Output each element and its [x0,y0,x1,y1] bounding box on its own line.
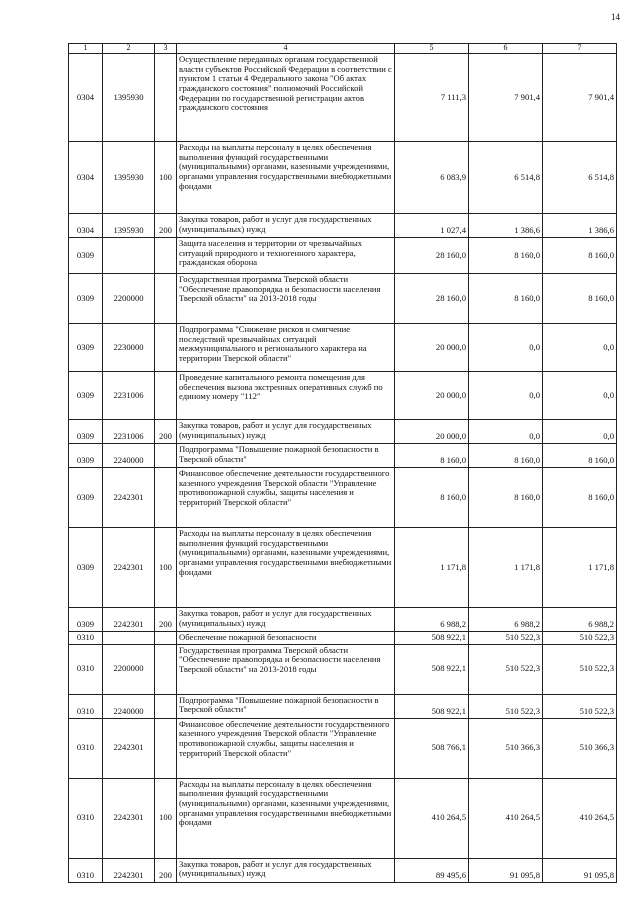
section-code: 0304 [69,142,103,214]
section-code: 0304 [69,214,103,238]
article-code: 1395930 [103,214,155,238]
section-code: 0309 [69,274,103,324]
header-cell: 5 [395,44,469,54]
amount-col6: 0,0 [469,324,543,372]
table-row [69,778,617,858]
table-row [69,608,617,632]
amount-col5: 20 000,0 [395,324,469,372]
amount-col7: 91 095,8 [543,858,617,882]
amount-col7: 510 366,3 [543,718,617,778]
item-name: Закупка товаров, работ и услуг для государственных (муниципальных) нужд [177,420,395,444]
section-code: 0309 [69,528,103,608]
amount-col7: 1 386,6 [543,214,617,238]
amount-col5: 508 766,1 [395,718,469,778]
article-code: 2242301 [103,778,155,858]
expense-type [155,444,177,468]
amount-col6: 510 522,3 [469,632,543,645]
amount-col5: 1 171,8 [395,528,469,608]
table-row [69,858,617,882]
amount-col7: 8 160,0 [543,468,617,528]
amount-col5: 7 111,3 [395,54,469,142]
amount-col7: 8 160,0 [543,238,617,274]
amount-col6: 1 386,6 [469,214,543,238]
article-code: 2230000 [103,324,155,372]
amount-col7: 8 160,0 [543,274,617,324]
item-name: Осуществление переданных органам государственной власти субъектов Российской Федерации в соответствии с пунктом 1 статьи 4 Федерального закона "Об актах гражданского состояния" полномочий Российской Федерации по государственной регистрации актов гражданского состояния [177,54,395,142]
amount-col7: 0,0 [543,324,617,372]
section-code: 0309 [69,608,103,632]
item-name: Финансовое обеспечение деятельности государственного казенного учреждения Тверской области "Управление противопожарной службы, защиты населения и территорий Тверской области" [177,468,395,528]
expense-type: 200 [155,420,177,444]
section-code: 0309 [69,238,103,274]
item-name: Закупка товаров, работ и услуг для государственных (муниципальных) нужд [177,608,395,632]
amount-col5: 28 160,0 [395,238,469,274]
table-row [69,142,617,214]
article-code: 2240000 [103,694,155,718]
article-code: 2231006 [103,420,155,444]
amount-col6: 510 522,3 [469,694,543,718]
expense-type [155,718,177,778]
amount-col6: 0,0 [469,420,543,444]
item-name: Финансовое обеспечение деятельности государственного казенного учреждения Тверской области "Управление противопожарной службы, защиты населения и территорий Тверской области" [177,718,395,778]
article-code: 2240000 [103,444,155,468]
page-number: 14 [611,12,620,22]
article-code: 2242301 [103,468,155,528]
item-name: Расходы на выплаты персоналу в целях обеспечения выполнения функций государственными (муниципальными) органами, казенными учреждениями, органами управления государственными внебюджетными фондами [177,142,395,214]
item-name: Подпрограмма "Повышение пожарной безопасности в Тверской области" [177,444,395,468]
header-cell: 1 [69,44,103,54]
amount-col6: 8 160,0 [469,444,543,468]
article-code [103,238,155,274]
table-row [69,468,617,528]
table-row [69,644,617,694]
expense-type [155,274,177,324]
amount-col6: 1 171,8 [469,528,543,608]
amount-col6: 7 901,4 [469,54,543,142]
amount-col7: 6 514,8 [543,142,617,214]
item-name: Проведение капитального ремонта помещения для обеспечения вызова экстренных оперативных служб по единому номеру "112" [177,372,395,420]
header-cell: 3 [155,44,177,54]
article-code: 2242301 [103,858,155,882]
amount-col7: 0,0 [543,420,617,444]
header-cell: 4 [177,44,395,54]
article-code: 1395930 [103,142,155,214]
amount-col7: 8 160,0 [543,444,617,468]
section-code: 0309 [69,324,103,372]
expense-type: 200 [155,608,177,632]
table-row [69,274,617,324]
amount-col6: 410 264,5 [469,778,543,858]
amount-col6: 0,0 [469,372,543,420]
article-code: 2242301 [103,718,155,778]
section-code: 0310 [69,858,103,882]
header-cell: 2 [103,44,155,54]
expense-type: 100 [155,142,177,214]
amount-col7: 7 901,4 [543,54,617,142]
article-code: 2242301 [103,608,155,632]
amount-col6: 8 160,0 [469,274,543,324]
section-code: 0310 [69,632,103,645]
item-name: Государственная программа Тверской области "Обеспечение правопорядка и безопасности населения Тверской области" на 2013-2018 годы [177,274,395,324]
table-row [69,632,617,645]
header-cell: 6 [469,44,543,54]
header-cell: 7 [543,44,617,54]
table-row [69,54,617,142]
expense-type [155,468,177,528]
amount-col7: 410 264,5 [543,778,617,858]
amount-col6: 6 514,8 [469,142,543,214]
table-row [69,444,617,468]
amount-col6: 510 366,3 [469,718,543,778]
section-code: 0310 [69,694,103,718]
table-row [69,214,617,238]
amount-col5: 8 160,0 [395,468,469,528]
expense-type [155,644,177,694]
amount-col7: 1 171,8 [543,528,617,608]
table-row [69,420,617,444]
section-code: 0310 [69,644,103,694]
expense-type: 100 [155,528,177,608]
amount-col5: 1 027,4 [395,214,469,238]
amount-col5: 6 083,9 [395,142,469,214]
amount-col6: 8 160,0 [469,238,543,274]
item-name: Обеспечение пожарной безопасности [177,632,395,645]
amount-col6: 8 160,0 [469,468,543,528]
article-code: 2200000 [103,644,155,694]
amount-col7: 510 522,3 [543,694,617,718]
section-code: 0304 [69,54,103,142]
item-name: Закупка товаров, работ и услуг для государственных (муниципальных) нужд [177,858,395,882]
amount-col5: 28 160,0 [395,274,469,324]
amount-col7: 6 988,2 [543,608,617,632]
amount-col7: 0,0 [543,372,617,420]
amount-col6: 510 522,3 [469,644,543,694]
table-row [69,694,617,718]
expense-type [155,632,177,645]
table-row [69,372,617,420]
expense-type [155,694,177,718]
section-code: 0309 [69,468,103,528]
table-row [69,238,617,274]
amount-col5: 508 922,1 [395,644,469,694]
item-name: Расходы на выплаты персоналу в целях обеспечения выполнения функций государственными (муниципальными) органами, казенными учреждениями, органами управления государственными внебюджетными фондами [177,528,395,608]
article-code [103,632,155,645]
expense-type: 200 [155,858,177,882]
section-code: 0309 [69,444,103,468]
article-code: 2242301 [103,528,155,608]
table-row [69,528,617,608]
table-row [69,324,617,372]
section-code: 0310 [69,718,103,778]
section-code: 0310 [69,778,103,858]
header-row [69,44,617,54]
amount-col5: 20 000,0 [395,420,469,444]
amount-col7: 510 522,3 [543,644,617,694]
expense-type [155,238,177,274]
amount-col5: 8 160,0 [395,444,469,468]
section-code: 0309 [69,372,103,420]
table-row [69,718,617,778]
item-name: Расходы на выплаты персоналу в целях обеспечения выполнения функций государственными (муниципальными) органами, казенными учреждениями, органами управления государственными внебюджетными фондами [177,778,395,858]
expense-type [155,372,177,420]
amount-col6: 6 988,2 [469,608,543,632]
item-name: Государственная программа Тверской области "Обеспечение правопорядка и безопасности населения Тверской области" на 2013-2018 годы [177,644,395,694]
item-name: Подпрограмма "Повышение пожарной безопасности в Тверской области" [177,694,395,718]
amount-col6: 91 095,8 [469,858,543,882]
expense-type: 200 [155,214,177,238]
budget-table [68,43,617,883]
item-name: Защита населения и территории от чрезвычайных ситуаций природного и техногенного характера, гражданская оборона [177,238,395,274]
item-name: Подпрограмма "Снижение рисков и смягчение последствий чрезвычайных ситуаций межмуниципального и регионального характера на территории Тверской области" [177,324,395,372]
amount-col7: 510 522,3 [543,632,617,645]
item-name: Закупка товаров, работ и услуг для государственных (муниципальных) нужд [177,214,395,238]
article-code: 2200000 [103,274,155,324]
expense-type [155,54,177,142]
amount-col5: 508 922,1 [395,632,469,645]
article-code: 2231006 [103,372,155,420]
amount-col5: 410 264,5 [395,778,469,858]
amount-col5: 89 495,6 [395,858,469,882]
expense-type [155,324,177,372]
amount-col5: 508 922,1 [395,694,469,718]
amount-col5: 6 988,2 [395,608,469,632]
expense-type: 100 [155,778,177,858]
amount-col5: 20 000,0 [395,372,469,420]
article-code: 1395930 [103,54,155,142]
section-code: 0309 [69,420,103,444]
